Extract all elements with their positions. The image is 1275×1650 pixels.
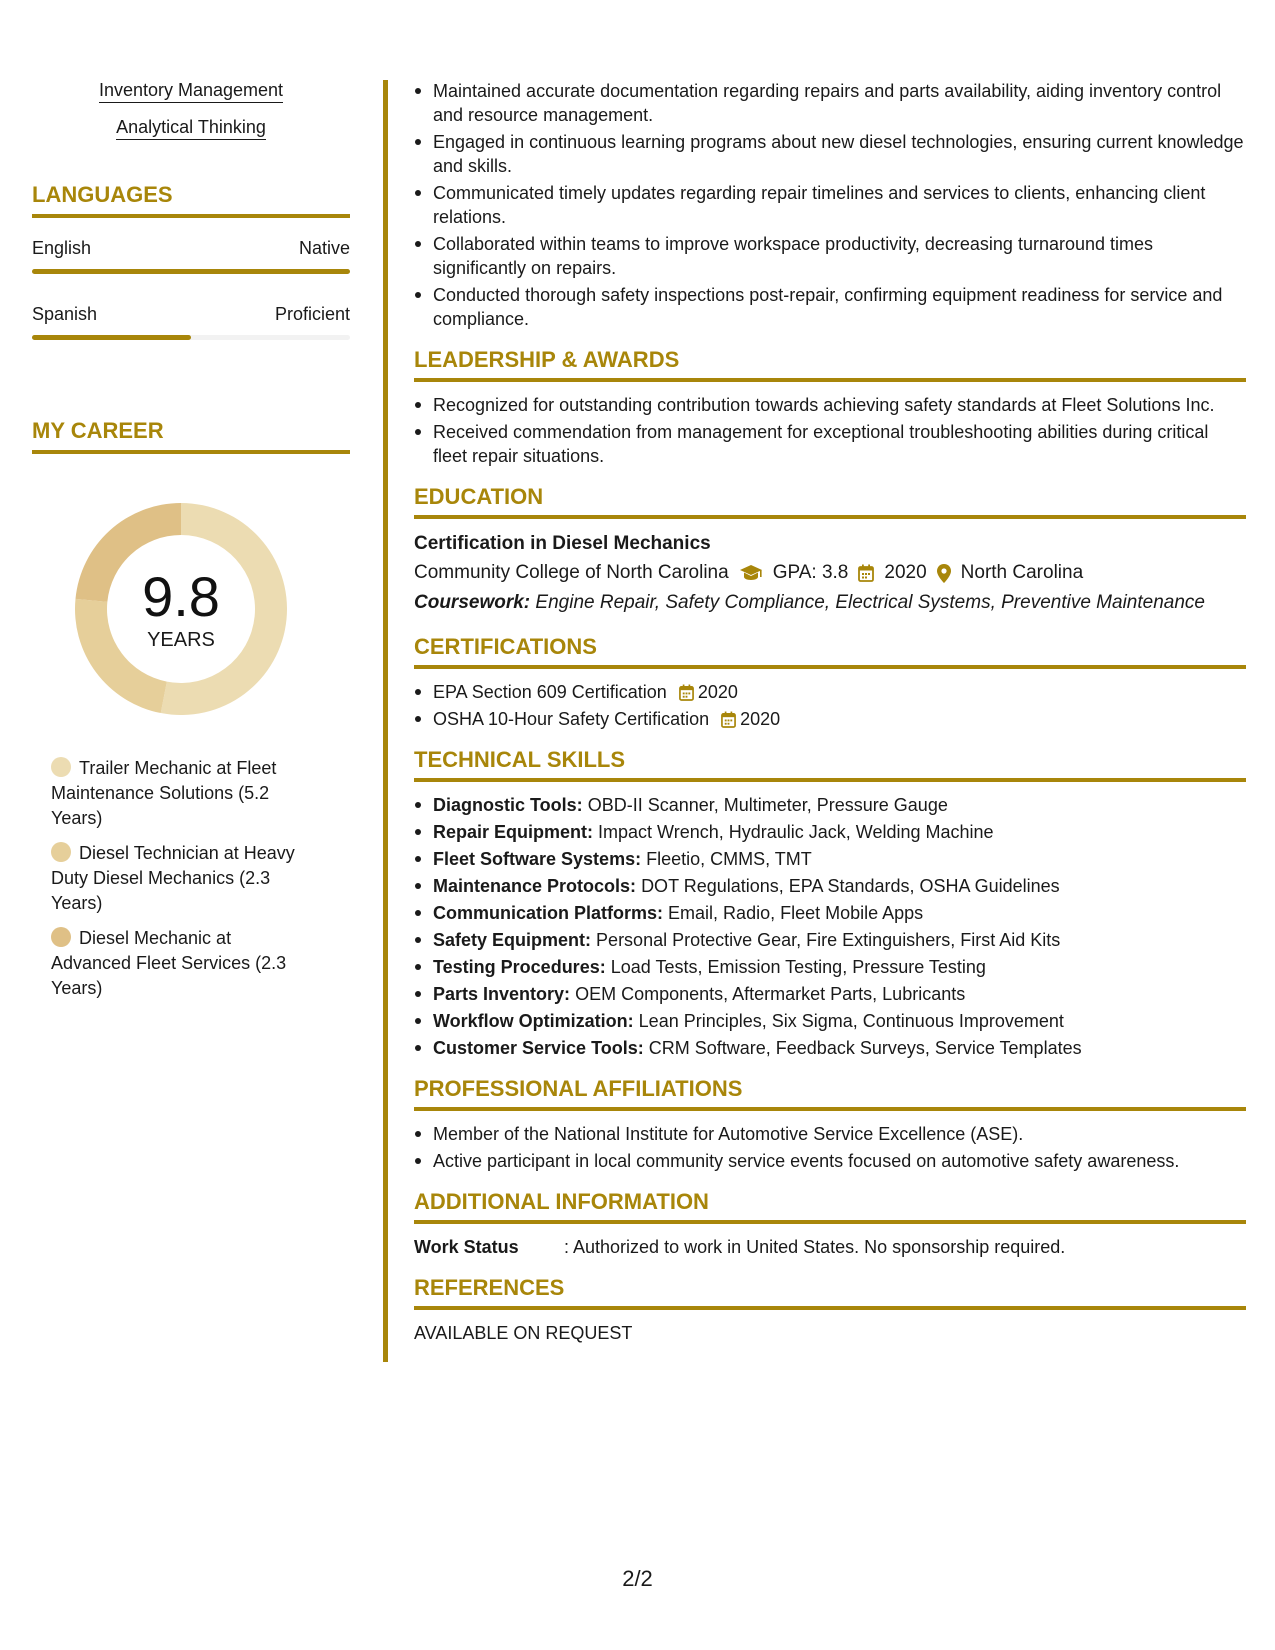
list-item: Diagnostic Tools: OBD-II Scanner, Multimeter, Pressure Gauge xyxy=(414,793,1246,817)
language-bar xyxy=(32,269,350,274)
list-item: Member of the National Institute for Automotive Service Excellence (ASE). xyxy=(414,1122,1246,1146)
work-status-row xyxy=(414,1235,1246,1259)
list-item: Recognized for outstanding contribution towards achieving safety standards at Fleet Solutions Inc. xyxy=(414,393,1246,417)
leadership-section xyxy=(414,347,1246,468)
certification-year: 2020 xyxy=(697,682,738,702)
page-number: 2/2 xyxy=(622,1566,653,1591)
list-item: Maintained accurate documentation regarding repairs and parts availability, aiding inventory control and resource management. xyxy=(414,79,1246,127)
career-donut-chart xyxy=(66,494,296,724)
education-details xyxy=(414,558,1246,588)
certification-year: 2020 xyxy=(740,709,781,729)
skill-item: Analytical Thinking xyxy=(32,117,350,138)
language-name: English xyxy=(32,238,92,258)
list-item: Communication Platforms: Email, Radio, Fleet Mobile Apps xyxy=(414,901,1246,925)
language-name: Spanish xyxy=(32,304,98,324)
list-item xyxy=(414,707,1246,731)
references-section xyxy=(414,1275,1246,1345)
section-heading: REFERENCES xyxy=(414,1275,1246,1310)
references-text: AVAILABLE ON REQUEST xyxy=(414,1323,633,1343)
coursework-label: Coursework: xyxy=(414,592,531,613)
education-location: North Carolina xyxy=(960,562,1084,583)
map-pin-icon xyxy=(937,564,951,583)
work-status-value: : Authorized to work in United States. No sponsorship required. xyxy=(564,1237,1066,1257)
language-level: Native xyxy=(298,238,350,258)
list-item: Workflow Optimization: Lean Principles, Six Sigma, Continuous Improvement xyxy=(414,1009,1246,1033)
legend-item: Trailer Mechanic at Fleet Maintenance Solutions (5.2 Years) xyxy=(51,758,277,828)
languages-section xyxy=(32,182,350,340)
career-section xyxy=(32,418,350,1001)
list-item: Engaged in continuous learning programs about new diesel technologies, ensuring current knowledge and skills. xyxy=(414,130,1246,178)
skill-item: Inventory Management xyxy=(32,80,350,101)
list-item: Conducted thorough safety inspections post-repair, confirming equipment readiness for service and compliance. xyxy=(414,283,1246,331)
graduation-cap-icon xyxy=(739,564,763,582)
list-item: Maintenance Protocols: DOT Regulations, EPA Standards, OSHA Guidelines xyxy=(414,874,1246,898)
list-item: Active participant in local community service events focused on automotive safety awareness. xyxy=(414,1149,1246,1173)
calendar-icon xyxy=(721,711,736,728)
technical-skills-section xyxy=(414,747,1246,1060)
school-name: Community College of North Carolina xyxy=(414,562,729,583)
sidebar xyxy=(32,80,350,1011)
language-bar-fill xyxy=(32,335,191,340)
section-heading: CERTIFICATIONS xyxy=(414,634,1246,669)
career-total: 9.8 xyxy=(142,564,220,628)
career-unit: YEARS xyxy=(147,628,215,651)
legend-item: Diesel Technician at Heavy Duty Diesel Mechanics (2.3 Years) xyxy=(51,843,295,913)
calendar-icon xyxy=(858,564,874,582)
additional-info-section xyxy=(414,1189,1246,1259)
gpa: GPA: 3.8 xyxy=(772,562,849,583)
list-item: Communicated timely updates regarding repair timelines and services to clients, enhancing client relations. xyxy=(414,181,1246,229)
education-section xyxy=(414,484,1246,618)
coursework xyxy=(414,588,1246,618)
list-item: Fleet Software Systems: Fleetio, CMMS, TMT xyxy=(414,847,1246,871)
language-bar-fill xyxy=(32,269,350,274)
experience-bullets xyxy=(414,79,1246,331)
career-legend xyxy=(32,756,302,1001)
section-heading: EDUCATION xyxy=(414,484,1246,519)
legend-dot xyxy=(51,842,71,862)
list-item: Parts Inventory: OEM Components, Aftermarket Parts, Lubricants xyxy=(414,982,1246,1006)
main-content xyxy=(414,79,1246,1345)
language-row xyxy=(32,304,350,340)
section-heading: LEADERSHIP & AWARDS xyxy=(414,347,1246,382)
list-item: Customer Service Tools: CRM Software, Feedback Surveys, Service Templates xyxy=(414,1036,1246,1060)
section-heading: PROFESSIONAL AFFILIATIONS xyxy=(414,1076,1246,1111)
list-item: Safety Equipment: Personal Protective Gear, Fire Extinguishers, First Aid Kits xyxy=(414,928,1246,952)
graduation-year: 2020 xyxy=(884,562,927,583)
languages-heading: LANGUAGES xyxy=(32,182,350,218)
section-heading: ADDITIONAL INFORMATION xyxy=(414,1189,1246,1224)
section-heading: TECHNICAL SKILLS xyxy=(414,747,1246,782)
certification-name: OSHA 10-Hour Safety Certification xyxy=(433,709,710,729)
certifications-section xyxy=(414,634,1246,731)
coursework-list: Engine Repair, Safety Compliance, Electrical Systems, Preventive Maintenance xyxy=(535,592,1205,613)
list-item: Testing Procedures: Load Tests, Emission Testing, Pressure Testing xyxy=(414,955,1246,979)
calendar-icon xyxy=(679,684,694,701)
language-bar xyxy=(32,335,350,340)
list-item: Repair Equipment: Impact Wrench, Hydraulic Jack, Welding Machine xyxy=(414,820,1246,844)
list-item: Collaborated within teams to improve workspace productivity, decreasing turnaround times significantly on repairs. xyxy=(414,232,1246,280)
list-item xyxy=(414,680,1246,704)
degree-title: Certification in Diesel Mechanics xyxy=(414,533,711,554)
certification-name: EPA Section 609 Certification xyxy=(433,682,667,702)
language-level: Proficient xyxy=(274,304,350,324)
legend-dot xyxy=(51,927,71,947)
affiliations-section xyxy=(414,1076,1246,1173)
legend-item: Diesel Mechanic at Advanced Fleet Services (2.3 Years) xyxy=(51,928,287,998)
column-divider xyxy=(383,80,388,1362)
work-status-label: Work Status xyxy=(414,1237,519,1257)
list-item: Received commendation from management for exceptional troubleshooting abilities during critical fleet repair situations. xyxy=(414,420,1246,468)
language-row xyxy=(32,238,350,274)
legend-dot xyxy=(51,757,71,777)
career-heading: MY CAREER xyxy=(32,418,350,454)
